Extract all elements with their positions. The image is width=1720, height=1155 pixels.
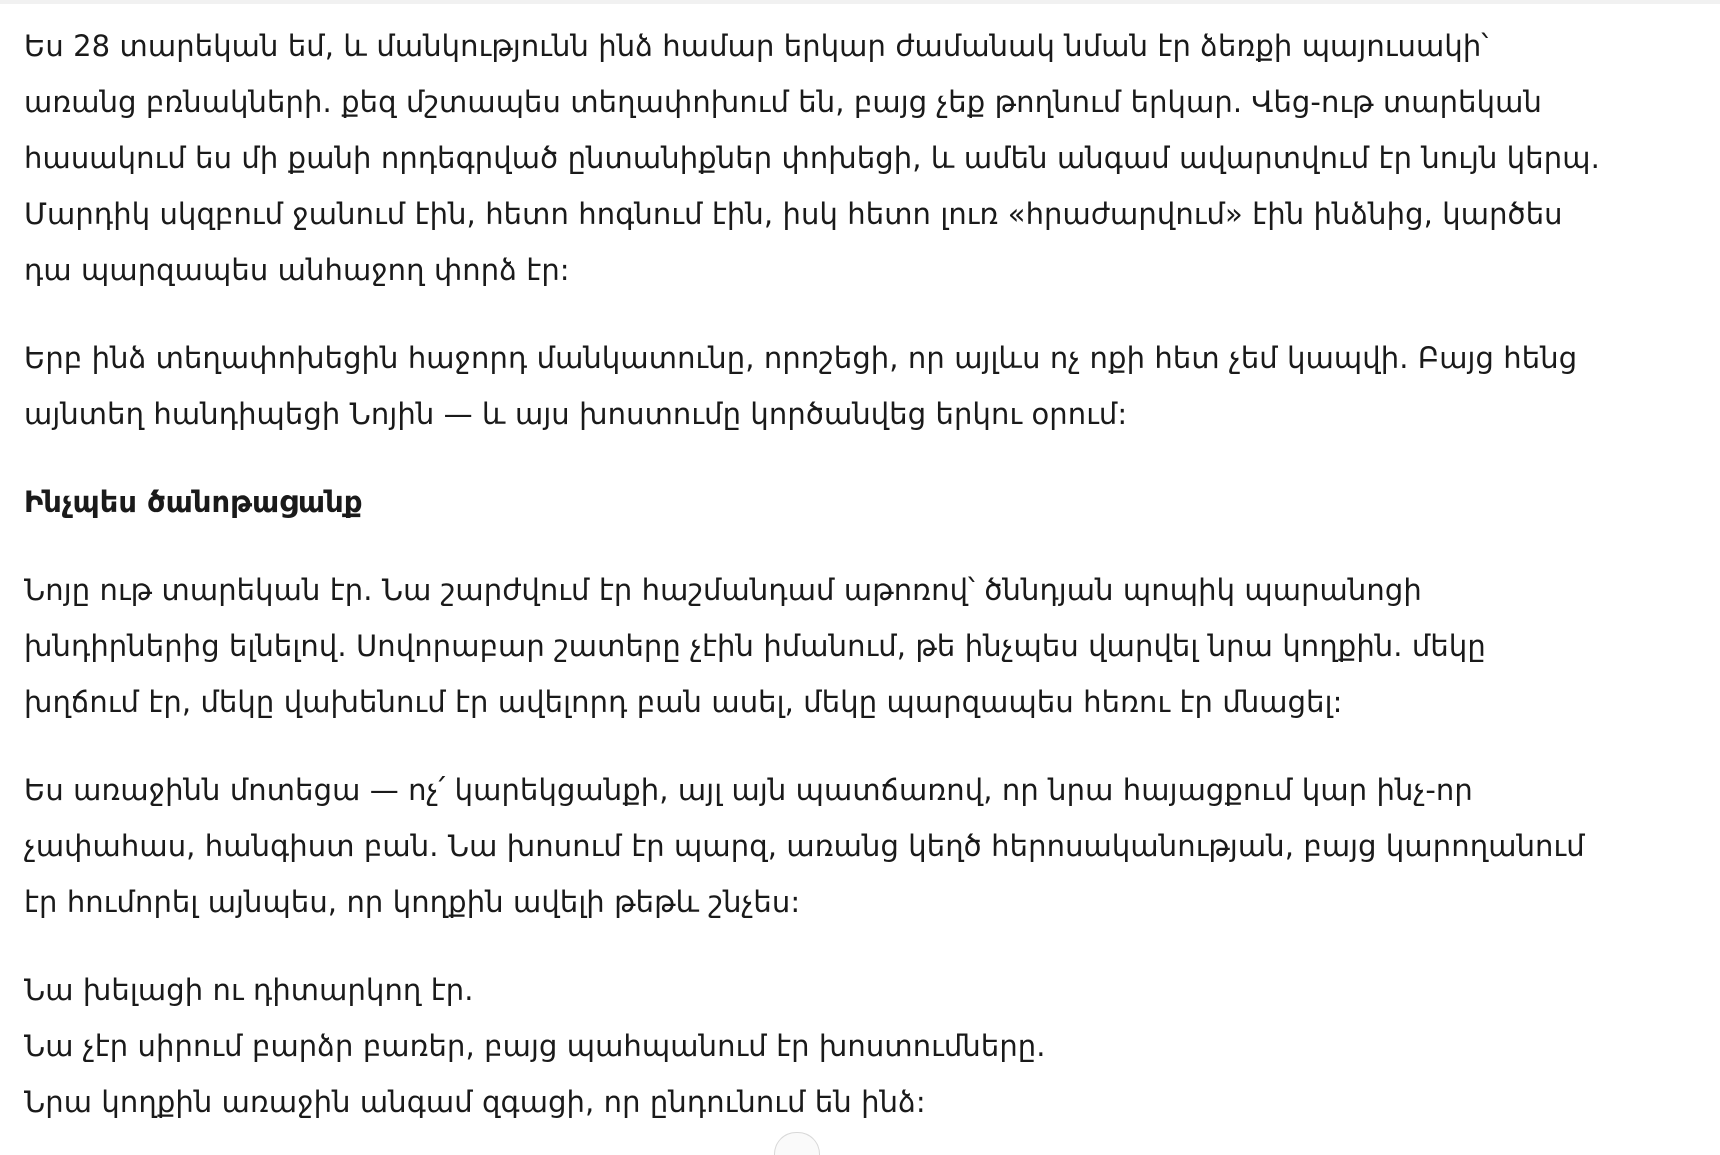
text-line: Նրա կողքին առաջին անգամ զգացի, որ ընդունում են ինձ:	[24, 1085, 926, 1119]
text-line: Նա խելացի ու դիտարկող էր.	[24, 973, 474, 1007]
text-line: Նոյը ութ տարեկան էր. Նա շարժվում էր հաշմանդամ աթոռով՝ ծննդյան պոպիկ պարանոցի	[24, 573, 1422, 607]
text-line: հասակում ես մի քանի որդեգրված ընտանիքներ փոխեցի, և ամեն անգամ ավարտվում էր նույն կերպ.	[24, 141, 1600, 175]
text-line: խղճում էր, մեկը վախենում էր ավելորդ բան ասել, մեկը պարզապես հեռու էր մնացել:	[24, 685, 1343, 719]
text-line: չափահաս, հանգիստ բան. Նա խոսում էր պարզ, առանց կեղծ հերոսականության, բայց կարողանում	[24, 829, 1585, 863]
text-line: խնդիրներից ելնելով. Սովորաբար շատերը չէին իմանում, թե ինչպես վարվել նրա կողքին. մեկը	[24, 629, 1486, 663]
paragraph-approach	[24, 762, 1664, 930]
text-line: Նա չէր սիրում բարձր բառեր, բայց պահպանում էր խոստումները.	[24, 1029, 1046, 1063]
paragraph-intro	[24, 18, 1664, 298]
text-line: Մարդիկ սկզբում ջանում էին, հետո հոգնում էին, իսկ հետո լուռ «հրաժարվում» էին ինձնից, կարծես	[24, 197, 1563, 231]
paragraph-noy-intro	[24, 562, 1664, 730]
paragraph-orphanage	[24, 330, 1664, 442]
text-line: առանց բռնակների. քեզ մշտապես տեղափոխում են, բայց չեք թողնում երկար. Վեց-ութ տարեկան	[24, 85, 1542, 119]
text-line: Երբ ինձ տեղափոխեցին հաջորդ մանկատունը, որոշեցի, որ այլևս ոչ ոքի հետ չեմ կապվի. Բայց հենց	[24, 341, 1578, 375]
scroll-down-icon[interactable]	[774, 1132, 820, 1155]
article-body	[24, 18, 1664, 1130]
text-line: այնտեղ հանդիպեցի Նոյին — և այս խոստումը կործանվեց երկու օրում:	[24, 397, 1128, 431]
top-divider	[0, 0, 1720, 4]
text-line: էր հումորել այնպես, որ կողքին ավելի թեթև շնչես:	[24, 885, 801, 919]
text-line: Ես 28 տարեկան եմ, և մանկությունն ինձ համար երկար ժամանակ նման էր ձեռքի պայուսակի՝	[24, 29, 1489, 63]
text-line: դա պարզապես անհաջող փորձ էր:	[24, 253, 570, 287]
paragraph-traits	[24, 962, 1664, 1130]
section-heading: Ինչպես ծանոթացանք	[24, 485, 363, 519]
text-line: Ես առաջինն մոտեցա — ոչ՛ կարեկցանքի, այլ այն պատճառով, որ նրա հայացքում կար ինչ-որ	[24, 773, 1473, 807]
